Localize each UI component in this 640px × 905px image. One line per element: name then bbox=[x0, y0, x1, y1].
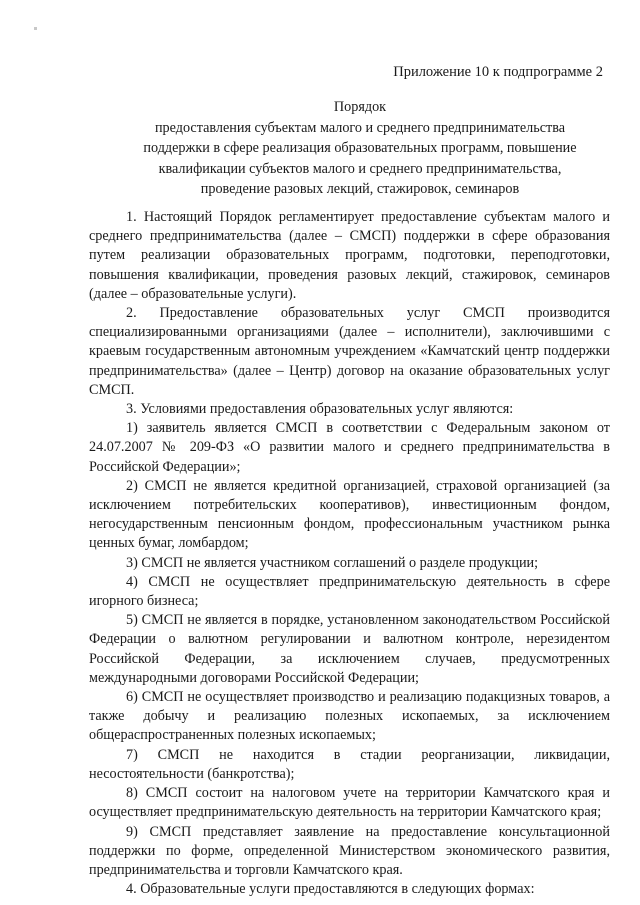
appendix-header: Приложение 10 к подпрограмме 2 bbox=[393, 64, 603, 80]
title-line-4: квалификации субъектов малого и среднего предпринимательства, bbox=[158, 160, 562, 177]
condition-3: 3) СМСП не является участником соглашений о разделе продукции; bbox=[126, 554, 539, 571]
condition-5: 5) СМСП не является в порядке, установленном законодательством Российской Федерации о валютном регулировании и валютном контроле, нерезидентом Российской Федерации, за исключением случаев, предусмотренных международными договорами Российской Федерации; bbox=[89, 612, 610, 686]
condition-1: 1) заявитель является СМСП в соответствии с Федеральным законом от 24.07.2007 № 209-ФЗ «О развитии малого и среднего предпринимательства в Российской Федерации»; bbox=[89, 420, 610, 475]
paragraph-4: 4. Образовательные услуги предоставляются в следующих формах: bbox=[126, 881, 535, 898]
condition-7: 7) СМСП не находится в стадии реорганизации, ликвидации, несостоятельности (банкротства); bbox=[89, 746, 610, 782]
condition-4: 4) СМСП не осуществляет предпринимательскую деятельность в сфере игорного бизнеса; bbox=[89, 573, 610, 610]
title-line-5: проведение разовых лекций, стажировок, семинаров bbox=[200, 181, 520, 197]
title-line-1: Порядок bbox=[333, 99, 387, 115]
condition-8: 8) СМСП состоит на налоговом учете на территории Камчатского края и осуществляет предпринимательскую деятельность на территории Камчатского края; bbox=[89, 785, 610, 821]
title-line-3: поддержки в сфере реализация образовательных программ, повышение bbox=[143, 140, 577, 156]
paragraph-3: 3. Условиями предоставления образовательных услуг являются: bbox=[126, 401, 514, 418]
condition-9: 9) СМСП представляет заявление на предоставление консультационной поддержки по форме, определенной Министерством экономического развития, предпринимательства и торговли Камчатского края. bbox=[89, 823, 610, 878]
title-line-2: предоставления субъектам малого и среднего предпринимательства bbox=[154, 119, 566, 136]
document-body bbox=[89, 208, 610, 899]
paragraph-1: 1. Настоящий Порядок регламентирует предоставление субъектам малого и среднего предпринимательства (далее – СМСП) поддержки в сфере образования путем реализации образовательных программ, подготовки, переподготовки, повышения квалификации, проведения разовых лекций, стажировок, семинаров (далее – образовательные услуги). bbox=[89, 209, 610, 302]
condition-6: 6) СМСП не осуществляет производство и реализацию подакцизных товаров, а также добычу и реализацию полезных ископаемых, за исключением общераспространенных полезных ископаемых; bbox=[89, 689, 610, 744]
paragraph-2: 2. Предоставление образовательных услуг СМСП производится специализированными организациями (далее – исполнители), заключившими с краевым государственным автономным учреждением «Камчатский центр поддержки предпринимательства» (далее – Центр) договор на оказание образовательных услуг СМСП. bbox=[89, 305, 610, 398]
document-title bbox=[120, 97, 600, 200]
scan-speck bbox=[34, 27, 37, 30]
condition-2: 2) СМСП не является кредитной организацией, страховой организацией (за исключением потребительских кооперативов), инвестиционным фондом, негосударственным пенсионным фондом, профессиональным участником рынка ценных бумаг, ломбардом; bbox=[89, 477, 610, 552]
